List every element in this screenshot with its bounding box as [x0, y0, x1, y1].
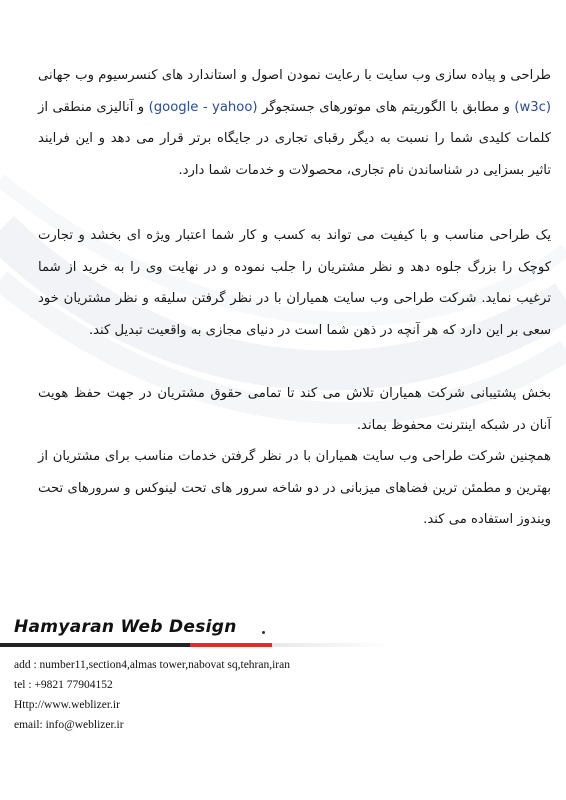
paragraph-quality-design: یک طراحی مناسب و با کیفیت می تواند به کسب و کار شما اعتبار ویژه ای بخشد و تجارت کوچک را بزرگ جلوه دهد و نظر مشتریان را جلب نموده و در نهایت وی را به خرید از شما ترغیب نماید. شرکت طراحی وب سایت همیاران با در نظر گرفتن سلیقه و نظر مشتریان خود سعی بر این دارد که هر آنچه در ذهن شما است در دنیای مجازی به واقعیت تبدیل کند. [38, 228, 551, 338]
website-link[interactable]: Http://www.weblizer.ir [14, 699, 120, 711]
paragraph-1-part-a: طراحی و پیاده سازی وب سایت با رعایت نمودن اصول و استاندارد های کنسرسیوم وب جهانی [38, 68, 551, 83]
w3c-term: (w3c) [514, 99, 552, 115]
divider-red [190, 643, 272, 647]
address-line: add : number11,section4,almas tower,nabovat sq,tehran,iran [14, 659, 290, 671]
paragraph-hosting: همچنین شرکت طراحی وب سایت همیاران با در نظر گرفتن خدمات مناسب برای مشتریان از بهترین و مطمئن ترین فضاهای میزبانی در دو شاخه سرور های تحت لینوکس و سرورهای تحت ویندوز استفاده می کند. [38, 449, 551, 527]
body-text [38, 60, 551, 536]
decorative-dot [262, 631, 265, 634]
paragraph-support: بخش پشتیبانی شرکت همیاران تلاش می کند تا تمامی حقوق مشتریان در جهت حفظ هویت آنان در شبکه اینترنت محفوظ بماند. [38, 386, 551, 433]
brand-title: Hamyaran Web Design [14, 617, 237, 637]
divider-dark [0, 643, 190, 647]
divider-fade [272, 643, 392, 647]
paragraph-1-part-b: و مطابق با الگوریتم های موتورهای جستجوگر [257, 99, 515, 115]
paragraph-1-part-c: و آنالیزی منطقی از کلمات کلیدی شما را نسبت به دیگر رقبای تجاری در جایگاه برتر قرار می دهد و این فرایند تاثیر بسزایی در شناساندن نام تجاری، محصولات و خدمات شما دارد. [38, 99, 551, 178]
phone-line: tel : +9821 77904152 [14, 679, 113, 691]
search-engines-term: (google - yahoo) [148, 99, 258, 115]
contact-info [14, 655, 290, 735]
email-link[interactable]: email: info@weblizer.ir [14, 719, 124, 731]
paragraph-web-standards [38, 60, 551, 186]
